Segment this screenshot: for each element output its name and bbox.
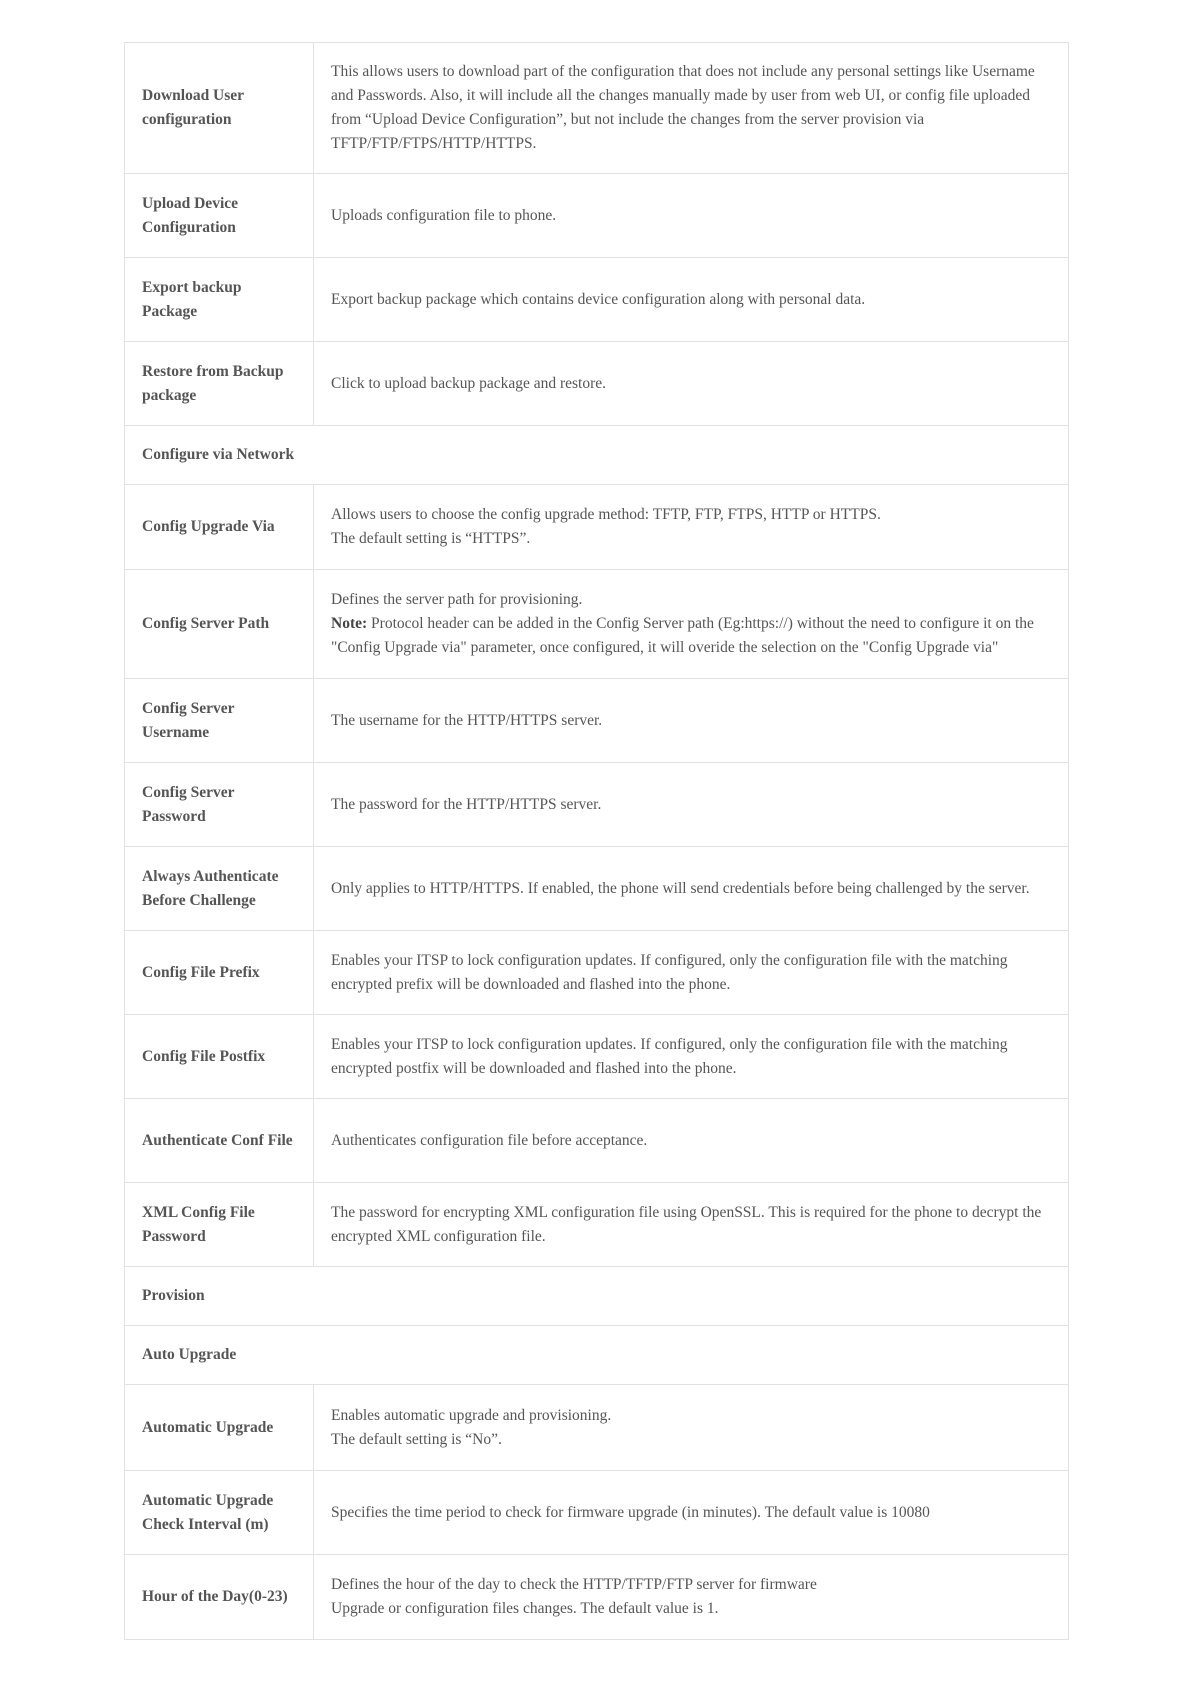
table-row [125,174,1069,258]
row-description: Enables automatic upgrade and provisioning. The default setting is “No”. [314,1385,1069,1471]
table-row [125,485,1069,570]
row-label: Export backup Package [125,258,314,342]
row-label: Config Server Password [125,763,314,847]
table-row [125,43,1069,174]
table-row [125,342,1069,426]
note-text: Protocol header can be added in the Config Server path (Eg:https://) without the need to configure it on the "Config Upgrade via" parameter, once configured, it will overide the selection on the "Config Upgrade via" [331,615,1034,656]
row-description: Enables your ITSP to lock configuration updates. If configured, only the configuration file with the matching encrypted prefix will be downloaded and flashed into the phone. [314,931,1069,1015]
row-description: Enables your ITSP to lock configuration updates. If configured, only the configuration file with the matching encrypted postfix will be downloaded and flashed into the phone. [314,1015,1069,1099]
settings-table [124,42,1069,1640]
table-row [125,1183,1069,1267]
row-label: XML Config File Password [125,1183,314,1267]
row-label: Config Server Path [125,570,314,679]
row-description: Export backup package which contains device configuration along with personal data. [314,258,1069,342]
section-row [125,1267,1069,1326]
table-row [125,1099,1069,1183]
row-label: Upload Device Configuration [125,174,314,258]
row-label: Config File Postfix [125,1015,314,1099]
section-heading: Auto Upgrade [125,1326,1069,1385]
row-description: Only applies to HTTP/HTTPS. If enabled, the phone will send credentials before being challenged by the server. [314,847,1069,931]
table-row [125,1471,1069,1555]
row-label: Automatic Upgrade [125,1385,314,1471]
row-description: The username for the HTTP/HTTPS server. [314,679,1069,763]
section-heading: Configure via Network [125,426,1069,485]
table-row [125,763,1069,847]
row-description: Defines the server path for provisioning. Note: Protocol header can be added in the Config Server path (Eg:https://) without the need to configure it on the "Config Upgrade via" parameter, once configured, it will overide the selection on the "Config Upgrade via" [314,570,1069,679]
section-row [125,426,1069,485]
table-row [125,1385,1069,1471]
table-row [125,931,1069,1015]
table-row [125,258,1069,342]
row-label: Restore from Backup package [125,342,314,426]
row-description: The password for the HTTP/HTTPS server. [314,763,1069,847]
row-label: Authenticate Conf File [125,1099,314,1183]
table-row [125,847,1069,931]
table-row [125,1015,1069,1099]
table-row [125,679,1069,763]
row-label: Hour of the Day(0-23) [125,1555,314,1640]
note-label: Note: [331,615,368,632]
section-heading: Provision [125,1267,1069,1326]
row-description: This allows users to download part of the configuration that does not include any personal settings like Username and Passwords. Also, it will include all the changes manually made by user from web UI, or config file uploaded from “Upload Device Configuration”, but not include the changes from the server provision via TFTP/FTP/FTPS/HTTP/HTTPS. [314,43,1069,174]
row-label: Download User configuration [125,43,314,174]
row-description: Authenticates configuration file before acceptance. [314,1099,1069,1183]
row-description: Defines the hour of the day to check the HTTP/TFTP/FTP server for firmware Upgrade or configuration files changes. The default value is 1. [314,1555,1069,1640]
section-row [125,1326,1069,1385]
row-label: Config File Prefix [125,931,314,1015]
row-description: Uploads configuration file to phone. [314,174,1069,258]
row-description: The password for encrypting XML configuration file using OpenSSL. This is required for the phone to decrypt the encrypted XML configuration file. [314,1183,1069,1267]
row-description: Allows users to choose the config upgrade method: TFTP, FTP, FTPS, HTTP or HTTPS. The default setting is “HTTPS”. [314,485,1069,570]
row-description: Click to upload backup package and restore. [314,342,1069,426]
table-row [125,1555,1069,1640]
row-label: Automatic Upgrade Check Interval (m) [125,1471,314,1555]
row-description: Specifies the time period to check for firmware upgrade (in minutes). The default value is 10080 [314,1471,1069,1555]
row-label: Config Upgrade Via [125,485,314,570]
row-label: Always Authenticate Before Challenge [125,847,314,931]
table-row [125,570,1069,679]
row-label: Config Server Username [125,679,314,763]
